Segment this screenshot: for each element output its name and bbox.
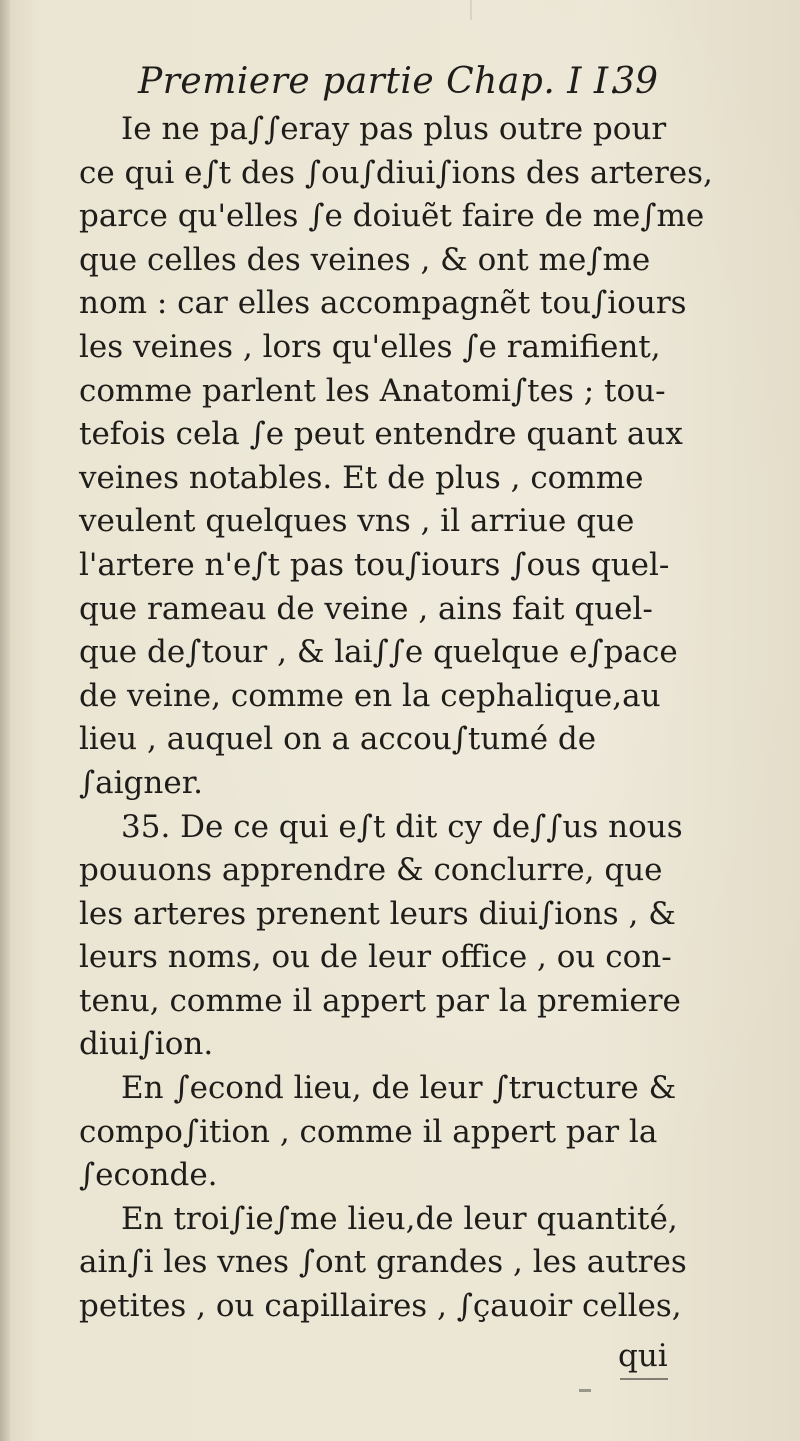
text-line: ain∫i les vnes ∫ont grandes , les autres: [79, 1244, 687, 1281]
text-line: de veine, comme en la cephalique,au: [79, 677, 661, 714]
text-line: tenu, comme il appert par la premiere: [79, 982, 681, 1019]
page-number: 39: [612, 61, 658, 102]
text-line: ce qui e∫t des ∫ou∫diui∫ions des arteres,: [79, 154, 713, 191]
body-text: [79, 108, 713, 1329]
text-line: les arteres prenent leurs diui∫ions , &: [79, 895, 676, 932]
text-line: lieu , auquel on a accou∫tumé de: [79, 721, 597, 758]
text-line: 35. De ce qui e∫t dit cy de∫∫us nous: [121, 808, 683, 845]
text-line: parce qu'elles ∫e doiuẽt faire de me∫me: [79, 198, 705, 235]
text-line: petites , ou capillaires , ∫çauoir celles,: [79, 1288, 682, 1325]
text-line: leurs noms, ou de leur office , ou con-: [79, 939, 672, 976]
running-title: Premiere partie Chap. I I.: [138, 61, 621, 102]
text-line: ∫econde.: [79, 1157, 218, 1194]
ink-speck: [579, 1389, 591, 1392]
text-line: que celles des veines , & ont me∫me: [79, 241, 651, 278]
page-fold-mark: [470, 0, 472, 20]
text-line: ∫aigner.: [79, 764, 203, 801]
text-line: Ie ne pa∫∫eray pas plus outre pour: [121, 111, 667, 147]
catchword: qui: [618, 1338, 668, 1374]
text-line: pouuons apprendre & conclurre, que: [79, 852, 663, 889]
text-line: En ∫econd lieu, de leur ∫tructure &: [121, 1070, 677, 1107]
text-line: compo∫ition , comme il appert par la: [79, 1113, 658, 1150]
text-line: que rameau de veine , ains fait quel-: [79, 590, 653, 627]
text-line: diui∫ion.: [79, 1026, 214, 1063]
text-line: les veines , lors qu'elles ∫e ramifient,: [79, 328, 661, 365]
page-binding-edge: [0, 0, 10, 1441]
text-line: veulent quelques vns , il arriue que: [79, 503, 635, 540]
text-line: veines notables. Et de plus , comme: [79, 459, 644, 496]
text-line: l'artere n'e∫t pas tou∫iours ∫ous quel-: [79, 546, 670, 583]
running-head: [138, 58, 658, 106]
ink-mark: [620, 1378, 668, 1380]
text-line: En troi∫ie∫me lieu,de leur quantité,: [121, 1200, 678, 1237]
text-line: nom : car elles accompagnẽt tou∫iours: [79, 285, 687, 322]
text-line: que de∫tour , & lai∫∫e quelque e∫pace: [79, 634, 678, 671]
text-line: tefois cela ∫e peut entendre quant aux: [79, 416, 683, 453]
text-line: comme parlent les Anatomi∫tes ; tou-: [79, 372, 666, 409]
